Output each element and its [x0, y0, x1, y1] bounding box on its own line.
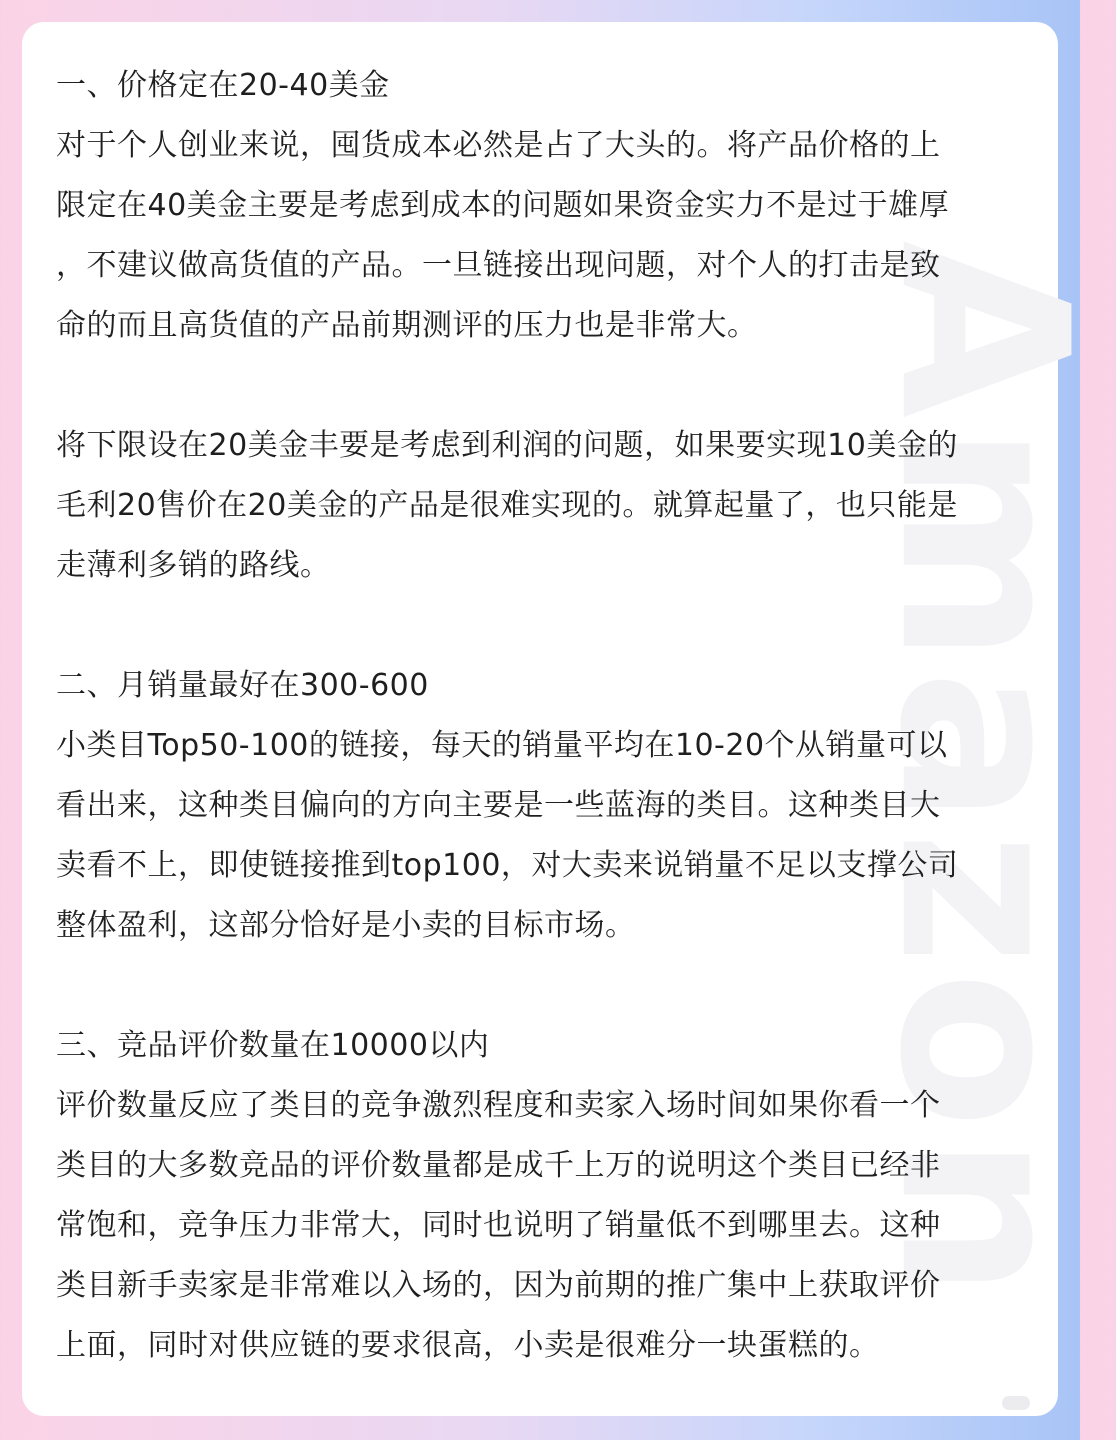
content-card [22, 22, 1116, 1416]
section-1-line-2: 限定在40美金主要是考虑到成本的问题如果资金实力不是过于雄厚 [56, 188, 950, 223]
section-1b-line-3: 走薄利多销的路线。 [56, 548, 331, 583]
section-1-line-3: ，不建议做高货值的产品。一旦链接出现问题，对个人的打击是致 [56, 248, 941, 283]
section-1b-line-2: 毛利20售价在20美金的产品是很难实现的。就算起量了，也只能是 [56, 488, 958, 523]
section-2-line-2: 看出来，这种类目偏向的方向主要是一些蓝海的类目。这种类目大 [56, 788, 941, 823]
paragraph-spacer [56, 956, 1036, 1016]
section-3-line-5: 上面，同时对供应链的要求很高，小卖是很难分一块蛋糕的。 [56, 1328, 880, 1363]
corner-logo-icon [1002, 1396, 1030, 1410]
section-3-line-4: 类目新手卖家是非常难以入场的，因为前期的推广集中上获取评价 [56, 1268, 941, 1303]
section-2-heading: 二、月销量最好在300-600 [56, 668, 429, 703]
section-1-line-1: 对于个人创业来说，囤货成本必然是占了大头的。将产品价格的上 [56, 128, 941, 163]
section-2-line-4: 整体盈利，这部分恰好是小卖的目标市场。 [56, 908, 636, 943]
paragraph-spacer [56, 356, 1036, 416]
paragraph-spacer [56, 596, 1036, 656]
watermark-text: Amazon [848, 239, 1116, 1305]
section-3-line-2: 类目的大多数竞品的评价数量都是成千上万的说明这个类目已经非 [56, 1148, 941, 1183]
article-body [56, 56, 1036, 1376]
section-3-heading: 三、竞品评价数量在10000以内 [56, 1028, 490, 1063]
section-3-line-3: 常饱和，竞争压力非常大，同时也说明了销量低不到哪里去。这种 [56, 1208, 941, 1243]
section-2-line-1: 小类目Top50-100的链接，每天的销量平均在10-20个从销量可以 [56, 728, 948, 763]
section-1-heading: 一、价格定在20-40美金 [56, 68, 390, 103]
section-2-line-3: 卖看不上，即使链接推到top100，对大卖来说销量不足以支撑公司 [56, 848, 959, 883]
section-1-line-4: 命的而且高货值的产品前期测评的压力也是非常大。 [56, 308, 758, 343]
section-1b-line-1: 将下限设在20美金丰要是考虑到利润的问题，如果要实现10美金的 [56, 428, 958, 463]
section-3-line-1: 评价数量反应了类目的竞争激烈程度和卖家入场时间如果你看一个 [56, 1088, 941, 1123]
